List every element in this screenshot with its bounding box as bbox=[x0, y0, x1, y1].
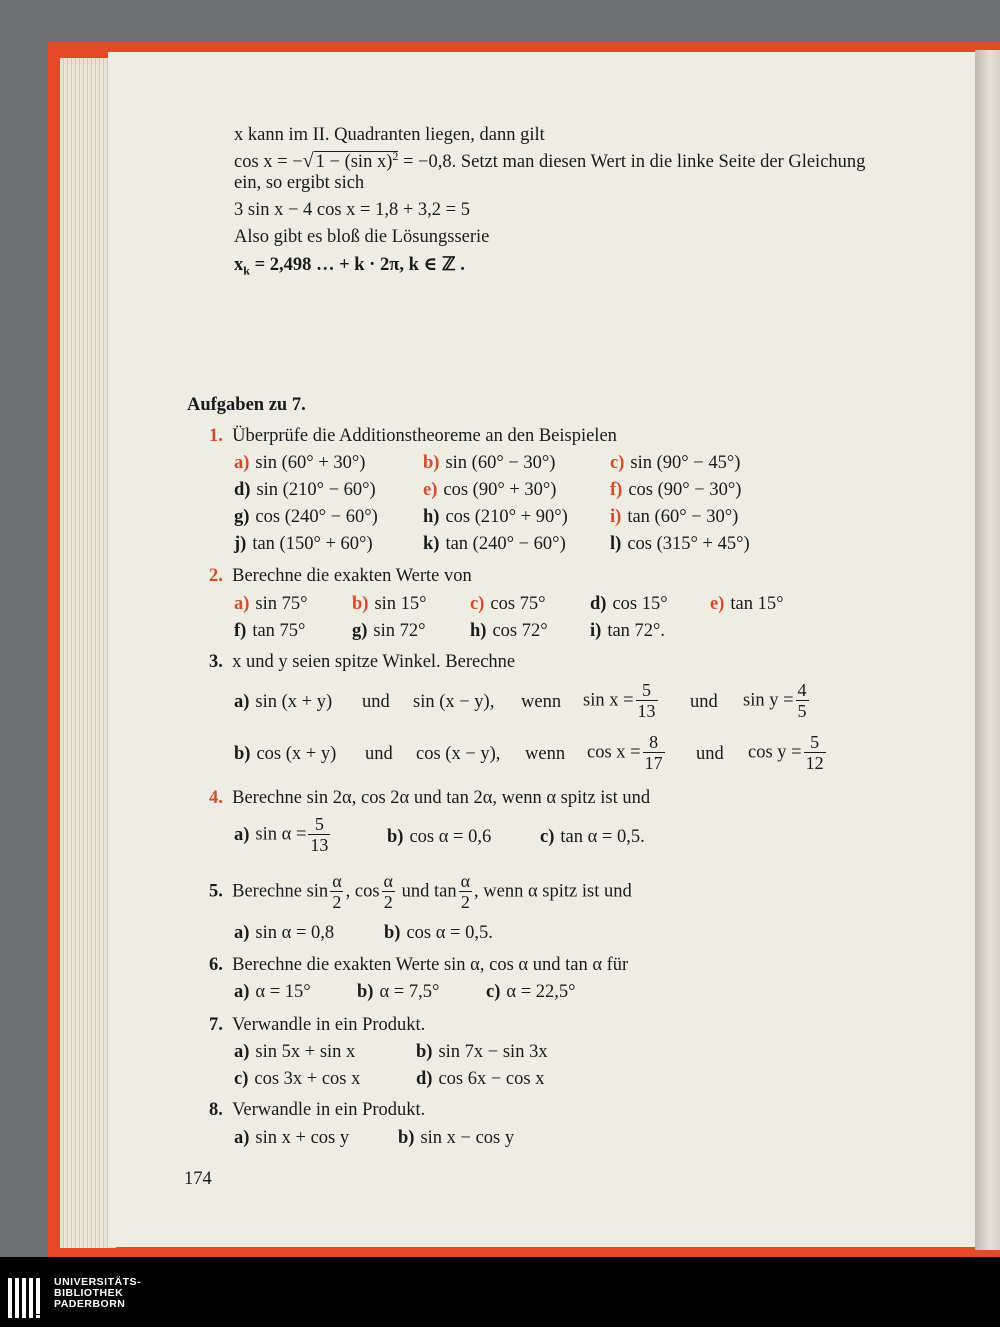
ex3b-wenn: wenn bbox=[525, 744, 566, 764]
ex2-item: h) cos 72° bbox=[470, 621, 548, 641]
ex5-part-a: a) sin α = 0,8 bbox=[234, 923, 335, 943]
ex3a-term2: sin (x − y), bbox=[413, 692, 495, 712]
ex1-item: d) sin (210° − 60°) bbox=[234, 480, 376, 500]
ex2-item: g) sin 72° bbox=[352, 621, 426, 641]
ex1-item: h) cos (210° + 90°) bbox=[423, 507, 568, 527]
library-logo-icon bbox=[8, 1278, 44, 1318]
intro-line-5: Also gibt es bloß die Lösungsserie bbox=[234, 227, 490, 247]
exercise-2: 2. Berechne die exakten Werte von bbox=[209, 566, 472, 586]
exercise-6: 6. Berechne die exakten Werte sin α, cos α und tan α für bbox=[209, 955, 629, 975]
ex7-part-d: d) cos 6x − cos x bbox=[416, 1069, 545, 1089]
ex1-item: l) cos (315° + 45°) bbox=[610, 534, 750, 554]
ex1-item: g) cos (240° − 60°) bbox=[234, 507, 378, 527]
exercise-7: 7. Verwandle in ein Produkt. bbox=[209, 1015, 426, 1035]
ex2-item: b) sin 15° bbox=[352, 594, 427, 614]
section-title: Aufgaben zu 7. bbox=[187, 395, 306, 415]
ex3b-term2: cos (x − y), bbox=[416, 744, 501, 764]
ex2-item: e) tan 15° bbox=[710, 594, 784, 614]
ex6-part-a: a) α = 15° bbox=[234, 982, 311, 1002]
ex1-item: c) sin (90° − 45°) bbox=[610, 453, 741, 473]
ex3b-cosx: cos x = $\frac{8}{17}$ bbox=[587, 732, 663, 773]
ex6-part-b: b) α = 7,5° bbox=[357, 982, 440, 1002]
ex3-part-a: a) sin (x + y) bbox=[234, 692, 333, 712]
ex1-item: i) tan (60° − 30°) bbox=[610, 507, 739, 527]
exercise-3: 3. x und y seien spitze Winkel. Berechne bbox=[209, 652, 516, 672]
ex3b-cosy: cos y = $\frac{5}{12}$ bbox=[748, 732, 824, 773]
exercise-1: 1. Überprüfe die Additionstheoreme an den Beispielen bbox=[209, 426, 617, 446]
ex7-part-b: b) sin 7x − sin 3x bbox=[416, 1042, 548, 1062]
ex2-item: i) tan 72°. bbox=[590, 621, 666, 641]
page-number: 174 bbox=[184, 1169, 212, 1189]
ex8-part-a: a) sin x + cos y bbox=[234, 1128, 350, 1148]
footer-bar bbox=[0, 1257, 1000, 1327]
ex1-item: b) sin (60° − 30°) bbox=[423, 453, 556, 473]
equation-line: 3 sin x − 4 cos x = 1,8 + 3,2 = 5 bbox=[234, 200, 470, 220]
ex2-item: c) cos 75° bbox=[470, 594, 546, 614]
ex4-part-b: b) cos α = 0,6 bbox=[387, 827, 492, 847]
next-page-gutter bbox=[975, 50, 1000, 1250]
ex4-part-a: a) sin α = $\frac{5}{13}$ bbox=[234, 814, 329, 855]
ex3b-und: und bbox=[365, 744, 393, 764]
ex1-item: j) tan (150° + 60°) bbox=[234, 534, 373, 554]
ex1-item: f) cos (90° − 30°) bbox=[610, 480, 742, 500]
ex3b-und2: und bbox=[696, 744, 724, 764]
intro-line-3: ein, so ergibt sich bbox=[234, 173, 365, 193]
ex3a-siny: sin y = $\frac{4}{5}$ bbox=[743, 680, 807, 721]
ex3a-sinx: sin x = $\frac{5}{13}$ bbox=[583, 680, 656, 721]
ex3-part-b: b) cos (x + y) bbox=[234, 744, 337, 764]
ex3a-und: und bbox=[362, 692, 390, 712]
ex2-item: d) cos 15° bbox=[590, 594, 668, 614]
ex7-part-a: a) sin 5x + sin x bbox=[234, 1042, 356, 1062]
ex3a-und2: und bbox=[690, 692, 718, 712]
ex1-item: k) tan (240° − 60°) bbox=[423, 534, 566, 554]
exercise-8: 8. Verwandle in ein Produkt. bbox=[209, 1100, 426, 1120]
ex1-item: a) sin (60° + 30°) bbox=[234, 453, 366, 473]
ex4-part-c: c) tan α = 0,5. bbox=[540, 827, 645, 847]
ex6-part-c: c) α = 22,5° bbox=[486, 982, 576, 1002]
solution-series: $x_k = 2,498$ … + k · 2π, k ∈ ℤ . bbox=[234, 255, 465, 278]
exercise-5: 5. Berechne sin $\frac{\alpha}{2}$ , cos $\frac{\alpha}{2}$ und tan $\frac{\alpha}{2}$ , wenn α spitz ist und bbox=[209, 871, 632, 912]
ex7-part-c: c) cos 3x + cos x bbox=[234, 1069, 361, 1089]
ex2-item: f) tan 75° bbox=[234, 621, 306, 641]
intro-line-1: x kann im II. Quadranten liegen, dann gilt bbox=[234, 125, 545, 145]
exercise-4: 4. Berechne sin 2α, cos 2α und tan 2α, wenn α spitz ist und bbox=[209, 788, 651, 808]
ex8-part-b: b) sin x − cos y bbox=[398, 1128, 515, 1148]
ex3a-wenn: wenn bbox=[521, 692, 562, 712]
ex5-part-b: b) cos α = 0,5. bbox=[384, 923, 493, 943]
library-name: UNIVERSITÄTS- BIBLIOTHEK PADERBORN bbox=[54, 1276, 142, 1310]
intro-line-2: cos x = −√ 1 − (sin x)$^2$ = −0,8. Setzt man diesen Wert in die linke Seite der Gleichung bbox=[234, 148, 866, 172]
ex1-item: e) cos (90° + 30°) bbox=[423, 480, 557, 500]
ex2-item: a) sin 75° bbox=[234, 594, 308, 614]
